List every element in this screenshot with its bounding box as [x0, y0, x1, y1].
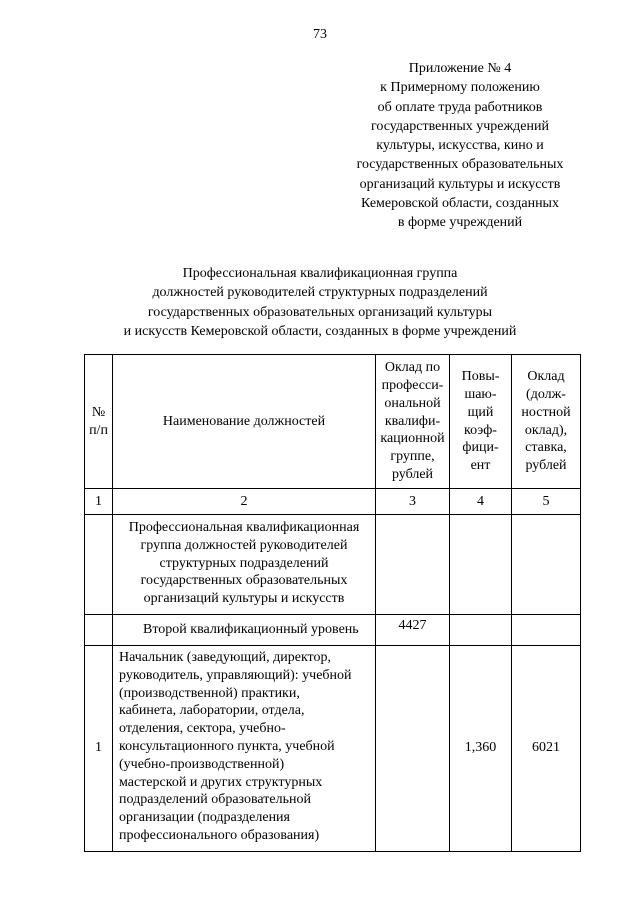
level-coefficient-cell: [450, 614, 512, 645]
position-name-line: (производственной) практики,: [119, 685, 300, 701]
header-text: группе,: [390, 449, 435, 465]
column-number: 1: [85, 489, 113, 515]
header-text: кационной: [380, 431, 445, 447]
header-text: Оклад по: [384, 360, 441, 376]
header-text: фици-: [462, 440, 499, 456]
group-coefficient-cell: [450, 515, 512, 615]
position-name: [113, 645, 376, 851]
position-name-line: мастерской и других структурных: [119, 774, 323, 790]
position-name-line: руководитель, управляющий): учебной: [119, 667, 352, 683]
appendix-line: к Примерному положению: [380, 80, 540, 96]
appendix-line: государственных учреждений: [371, 118, 549, 134]
group-name-line: группа должностей руководителей: [140, 537, 348, 553]
header-text: шаю-: [464, 386, 497, 402]
header-text: оклад),: [524, 422, 568, 438]
position-name-line: подразделений образовательной: [119, 792, 311, 808]
position-name-line: (учебно-производственной): [119, 756, 285, 772]
level-base-salary: 4427: [376, 614, 450, 645]
level-total-cell: [512, 614, 581, 645]
header-text: ональной: [384, 395, 441, 411]
appendix-line: Приложение № 4: [408, 61, 512, 76]
position-name-line: Начальник (заведующий, директор,: [119, 649, 331, 665]
position-name-line: организации (подразделения: [119, 810, 290, 826]
position-name-line: профессионального образования): [119, 827, 320, 843]
column-number-row: [85, 489, 581, 515]
appendix-line: культуры, искусства, кино и: [376, 138, 544, 154]
appendix-note: [344, 59, 576, 233]
header-coefficient: [450, 355, 512, 489]
group-number-cell: [85, 515, 113, 615]
appendix-line: организаций культуры и искусств: [359, 176, 561, 192]
salary-table: [84, 354, 581, 852]
level-name: Второй квалификационный уровень: [113, 614, 376, 645]
group-name-line: государственных образовательных: [140, 573, 348, 589]
appendix-line: Кемеровской области, созданных: [361, 196, 559, 212]
level-number-cell: [85, 614, 113, 645]
group-row: [85, 515, 581, 615]
header-position-name: Наименование должностей: [113, 355, 376, 489]
title-line: должностей руководителей структурных подразделений: [152, 285, 488, 301]
header-text: коэф-: [464, 422, 497, 438]
column-number: 2: [113, 489, 376, 515]
table-row: [85, 645, 581, 851]
position-name-line: консультационного пункта, учебной: [119, 738, 335, 754]
header-text: Оклад: [527, 369, 565, 385]
position-base-salary-cell: [376, 645, 450, 851]
column-number: 4: [450, 489, 512, 515]
header-text: професси-: [381, 378, 444, 393]
group-name: [113, 515, 376, 615]
header-text: щий: [467, 404, 494, 420]
group-salary-cell: [376, 515, 450, 615]
appendix-line: об оплате труда работников: [377, 99, 543, 115]
header-text: №: [91, 404, 106, 420]
header-text: ностной: [521, 404, 571, 420]
appendix-line: в форме учреждений: [397, 215, 523, 231]
title-line: и искусств Кемеровской области, созданных в форме учреждений: [123, 323, 517, 339]
header-text: рублей: [391, 466, 434, 482]
title-line: Профессиональная квалификационная группа: [182, 266, 458, 281]
position-coefficient: 1,360: [450, 645, 512, 851]
header-text: п/п: [89, 422, 108, 438]
header-text: Повы-: [461, 369, 500, 385]
position-salary: 6021: [512, 645, 581, 851]
group-name-line: организаций культуры и искусств: [143, 591, 345, 607]
position-number: 1: [85, 645, 113, 851]
column-number: 3: [376, 489, 450, 515]
header-salary: [512, 355, 581, 489]
table-header-row: [85, 355, 581, 489]
header-text: ент: [470, 458, 491, 474]
header-text: рублей: [525, 458, 567, 474]
header-text: (долж-: [526, 386, 566, 402]
group-name-line: Профессиональная квалификационная: [128, 520, 360, 535]
column-number: 5: [512, 489, 581, 515]
title-line: государственных образовательных организаций культуры: [147, 304, 493, 320]
page-number: 73: [313, 27, 327, 42]
position-name-line: кабинета, лаборатории, отдела,: [119, 703, 305, 719]
document-title: [60, 264, 580, 341]
header-text: квалифи-: [384, 413, 441, 429]
header-base-salary: [376, 355, 450, 489]
position-name-line: отделения, сектора, учебно-: [119, 721, 286, 737]
group-name-line: структурных подразделений: [159, 555, 329, 571]
group-total-cell: [512, 515, 581, 615]
header-number: [85, 355, 113, 489]
header-text: ставка,: [525, 440, 567, 456]
level-row: [85, 614, 581, 645]
appendix-line: государственных образовательных: [356, 157, 564, 173]
